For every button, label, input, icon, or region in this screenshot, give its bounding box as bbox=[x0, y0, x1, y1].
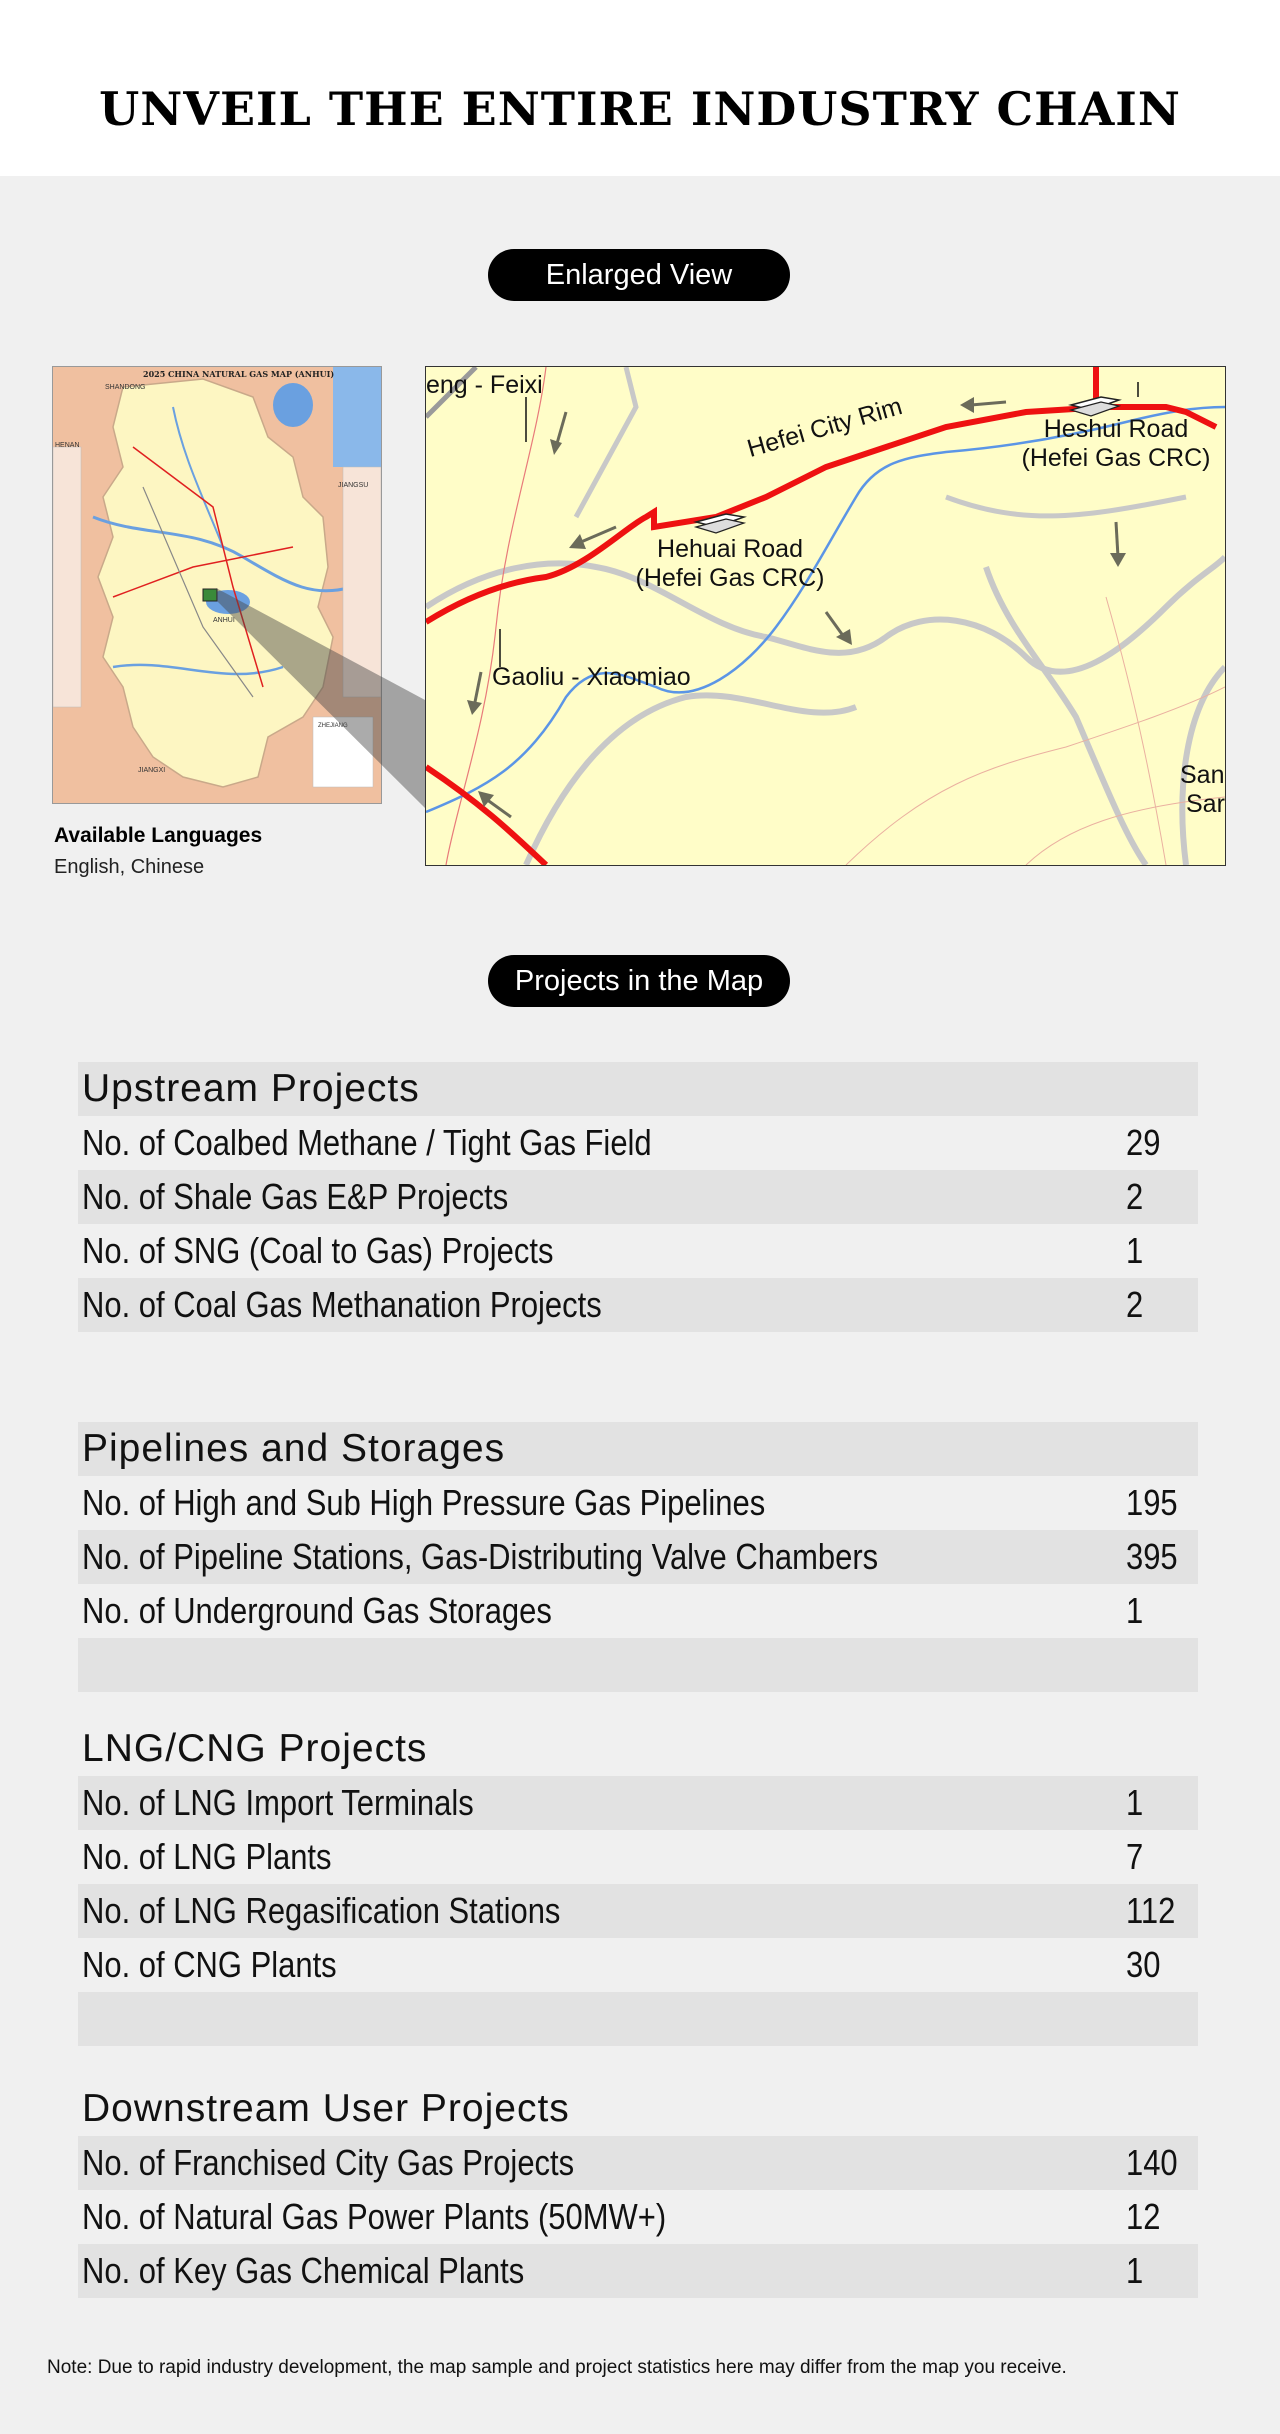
map-label-gaoliu: Gaoliu - Xiaomiao bbox=[492, 663, 691, 691]
languages-title: Available Languages bbox=[54, 824, 263, 847]
enlarged-view-button[interactable]: Enlarged View bbox=[488, 249, 790, 301]
region-label: ZHEJIANG bbox=[318, 723, 348, 729]
region-label: ANHUI bbox=[213, 617, 235, 624]
section-title: Pipelines and Storages bbox=[78, 1422, 1198, 1476]
region-label: JIANGXI bbox=[138, 767, 166, 774]
table-row: No. of Underground Gas Storages 1 bbox=[82, 1590, 1144, 1631]
enlarged-map[interactable] bbox=[425, 366, 1226, 866]
divider bbox=[78, 1638, 1198, 1692]
divider bbox=[78, 1992, 1198, 2046]
table-row: No. of Shale Gas E&P Projects 2 bbox=[78, 1170, 1198, 1224]
table-row: No. of High and Sub High Pressure Gas Pipelines 195 bbox=[82, 1482, 1178, 1523]
table-row: No. of Key Gas Chemical Plants 1 bbox=[78, 2244, 1198, 2298]
disclaimer-note: Note: Due to rapid industry development, the map sample and project statistics here may differ from the map you receive. bbox=[47, 2357, 1067, 2378]
map-label-hehuai: Hehuai Road (Hefei Gas CRC) bbox=[635, 535, 825, 592]
page-title: UNVEIL THE ENTIRE INDUSTRY CHAIN bbox=[99, 82, 1181, 136]
section-title: Upstream Projects bbox=[78, 1062, 1198, 1116]
table-row: No. of Natural Gas Power Plants (50MW+) 12 bbox=[82, 2196, 1161, 2237]
header bbox=[0, 0, 1280, 176]
table-row: No. of Coal Gas Methanation Projects 2 bbox=[78, 1278, 1198, 1332]
table-row: No. of CNG Plants 30 bbox=[82, 1944, 1161, 1985]
map-label-san: San Sar bbox=[1180, 761, 1225, 818]
section-upstream bbox=[78, 1062, 1198, 1332]
table-row: No. of Pipeline Stations, Gas-Distributing Valve Chambers 395 bbox=[78, 1530, 1198, 1584]
map-label-heshui: Heshui Road (Hefei Gas CRC) bbox=[1021, 415, 1211, 472]
map-label-feixi: eng - Feixi bbox=[426, 371, 543, 399]
thumbnail-title: 2025 CHINA NATURAL GAS MAP (ANHUI) bbox=[143, 369, 335, 379]
languages-value: English, Chinese bbox=[54, 856, 205, 878]
map-thumbnail[interactable] bbox=[52, 366, 382, 804]
table-row: No. of Coalbed Methane / Tight Gas Field 29 bbox=[82, 1122, 1161, 1163]
region-label: JIANGSU bbox=[338, 482, 369, 489]
table-row: No. of Franchised City Gas Projects 140 bbox=[78, 2136, 1198, 2190]
region-label: SHANDONG bbox=[105, 384, 146, 391]
section-pipelines bbox=[78, 1422, 1198, 1692]
region-label: HENAN bbox=[55, 442, 80, 449]
table-row: No. of LNG Import Terminals 1 bbox=[78, 1776, 1198, 1830]
section-downstream bbox=[78, 2082, 1198, 2298]
section-title: Downstream User Projects bbox=[82, 2087, 570, 2130]
table-row: No. of LNG Plants 7 bbox=[82, 1836, 1144, 1877]
table-row: No. of SNG (Coal to Gas) Projects 1 bbox=[82, 1230, 1144, 1271]
projects-in-map-button[interactable]: Projects in the Map bbox=[488, 955, 790, 1007]
map-label-hefei-rim: Hefei City Rim bbox=[744, 392, 906, 464]
section-title: LNG/CNG Projects bbox=[82, 1727, 428, 1770]
table-row: No. of LNG Regasification Stations 112 bbox=[78, 1884, 1198, 1938]
section-lng-cng bbox=[78, 1722, 1198, 2046]
station-icon bbox=[1071, 397, 1119, 416]
